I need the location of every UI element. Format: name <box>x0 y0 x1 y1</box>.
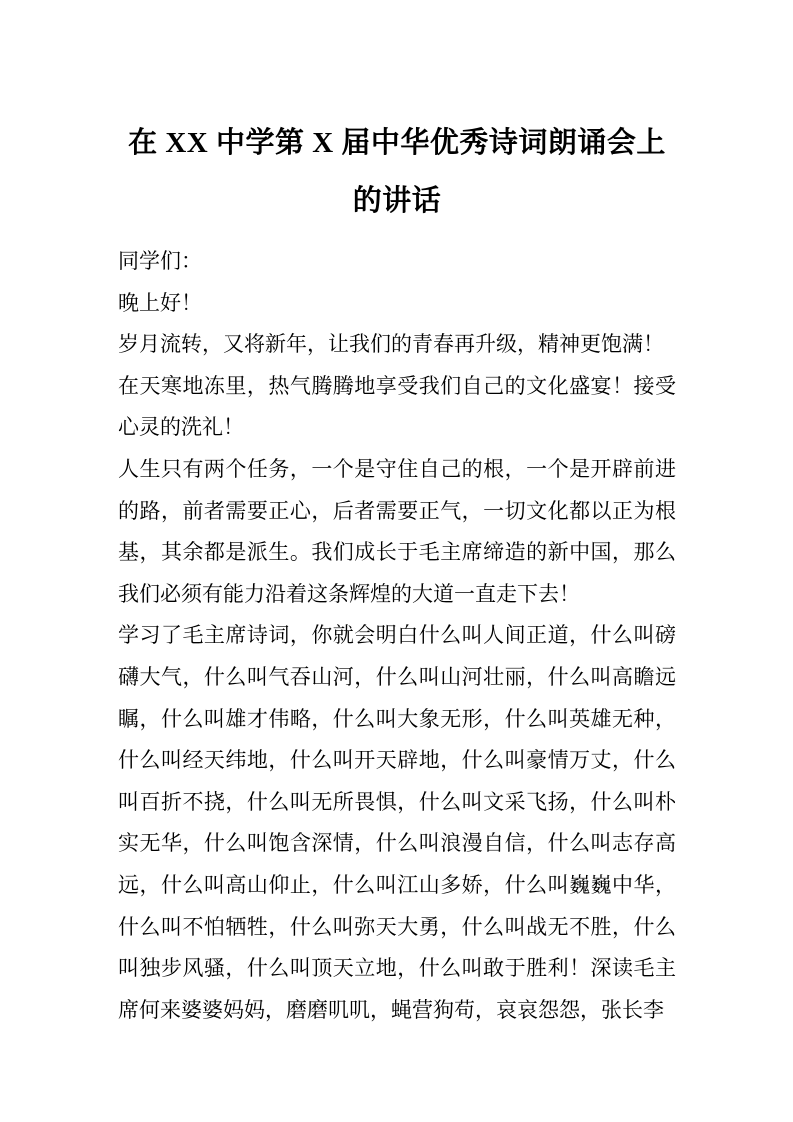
paragraph: 岁月流转，又将新年，让我们的青春再升级，精神更饱满！ <box>118 332 664 357</box>
paragraph: 人生只有两个任务，一个是守住自己的根，一个是开辟前进的路，前者需要正心，后者需要正气，一切文化都以正为根基，其余都是派生。我们成长于毛主席缔造的新中国，那么我们必须有能力沿着这条辉煌的大道一直走下去！ <box>118 456 676 606</box>
document-title: 在 XX 中学第 X 届中华优秀诗词朗诵会上的讲话 <box>128 127 666 217</box>
paragraph: 同学们： <box>118 249 202 273</box>
paragraph: 学习了毛主席诗词，你就会明白什么叫人间正道，什么叫磅礴大气，什么叫气吞山河，什么叫山河壮丽，什么叫高瞻远瞩，什么叫雄才伟略，什么叫大象无形，什么叫英雄无种，什么叫经天纬地，什么叫开天辟地，什么叫豪情万丈，什么叫百折不挠，什么叫无所畏惧，什么叫文采飞扬，什么叫朴实无华，什么叫饱含深情，什么叫浪漫自信，什么叫志存高远，什么叫高山仰止，什么叫江山多娇，什么叫巍巍中华，什么叫不怕牺牲，什么叫弥天大勇，什么叫战无不胜，什么叫独步风骚，什么叫顶天立地，什么叫敢于胜利！深读毛主席何来婆婆妈妈，磨磨叽叽，蝇营狗苟，哀哀怨怨，张长李 <box>118 623 676 1022</box>
document-body <box>118 241 676 1031</box>
paragraph: 在天寒地冻里，热气腾腾地享受我们自己的文化盛宴！接受心灵的洗礼！ <box>118 373 676 440</box>
paragraph: 晚上好！ <box>118 290 202 315</box>
document-content <box>118 114 676 1031</box>
